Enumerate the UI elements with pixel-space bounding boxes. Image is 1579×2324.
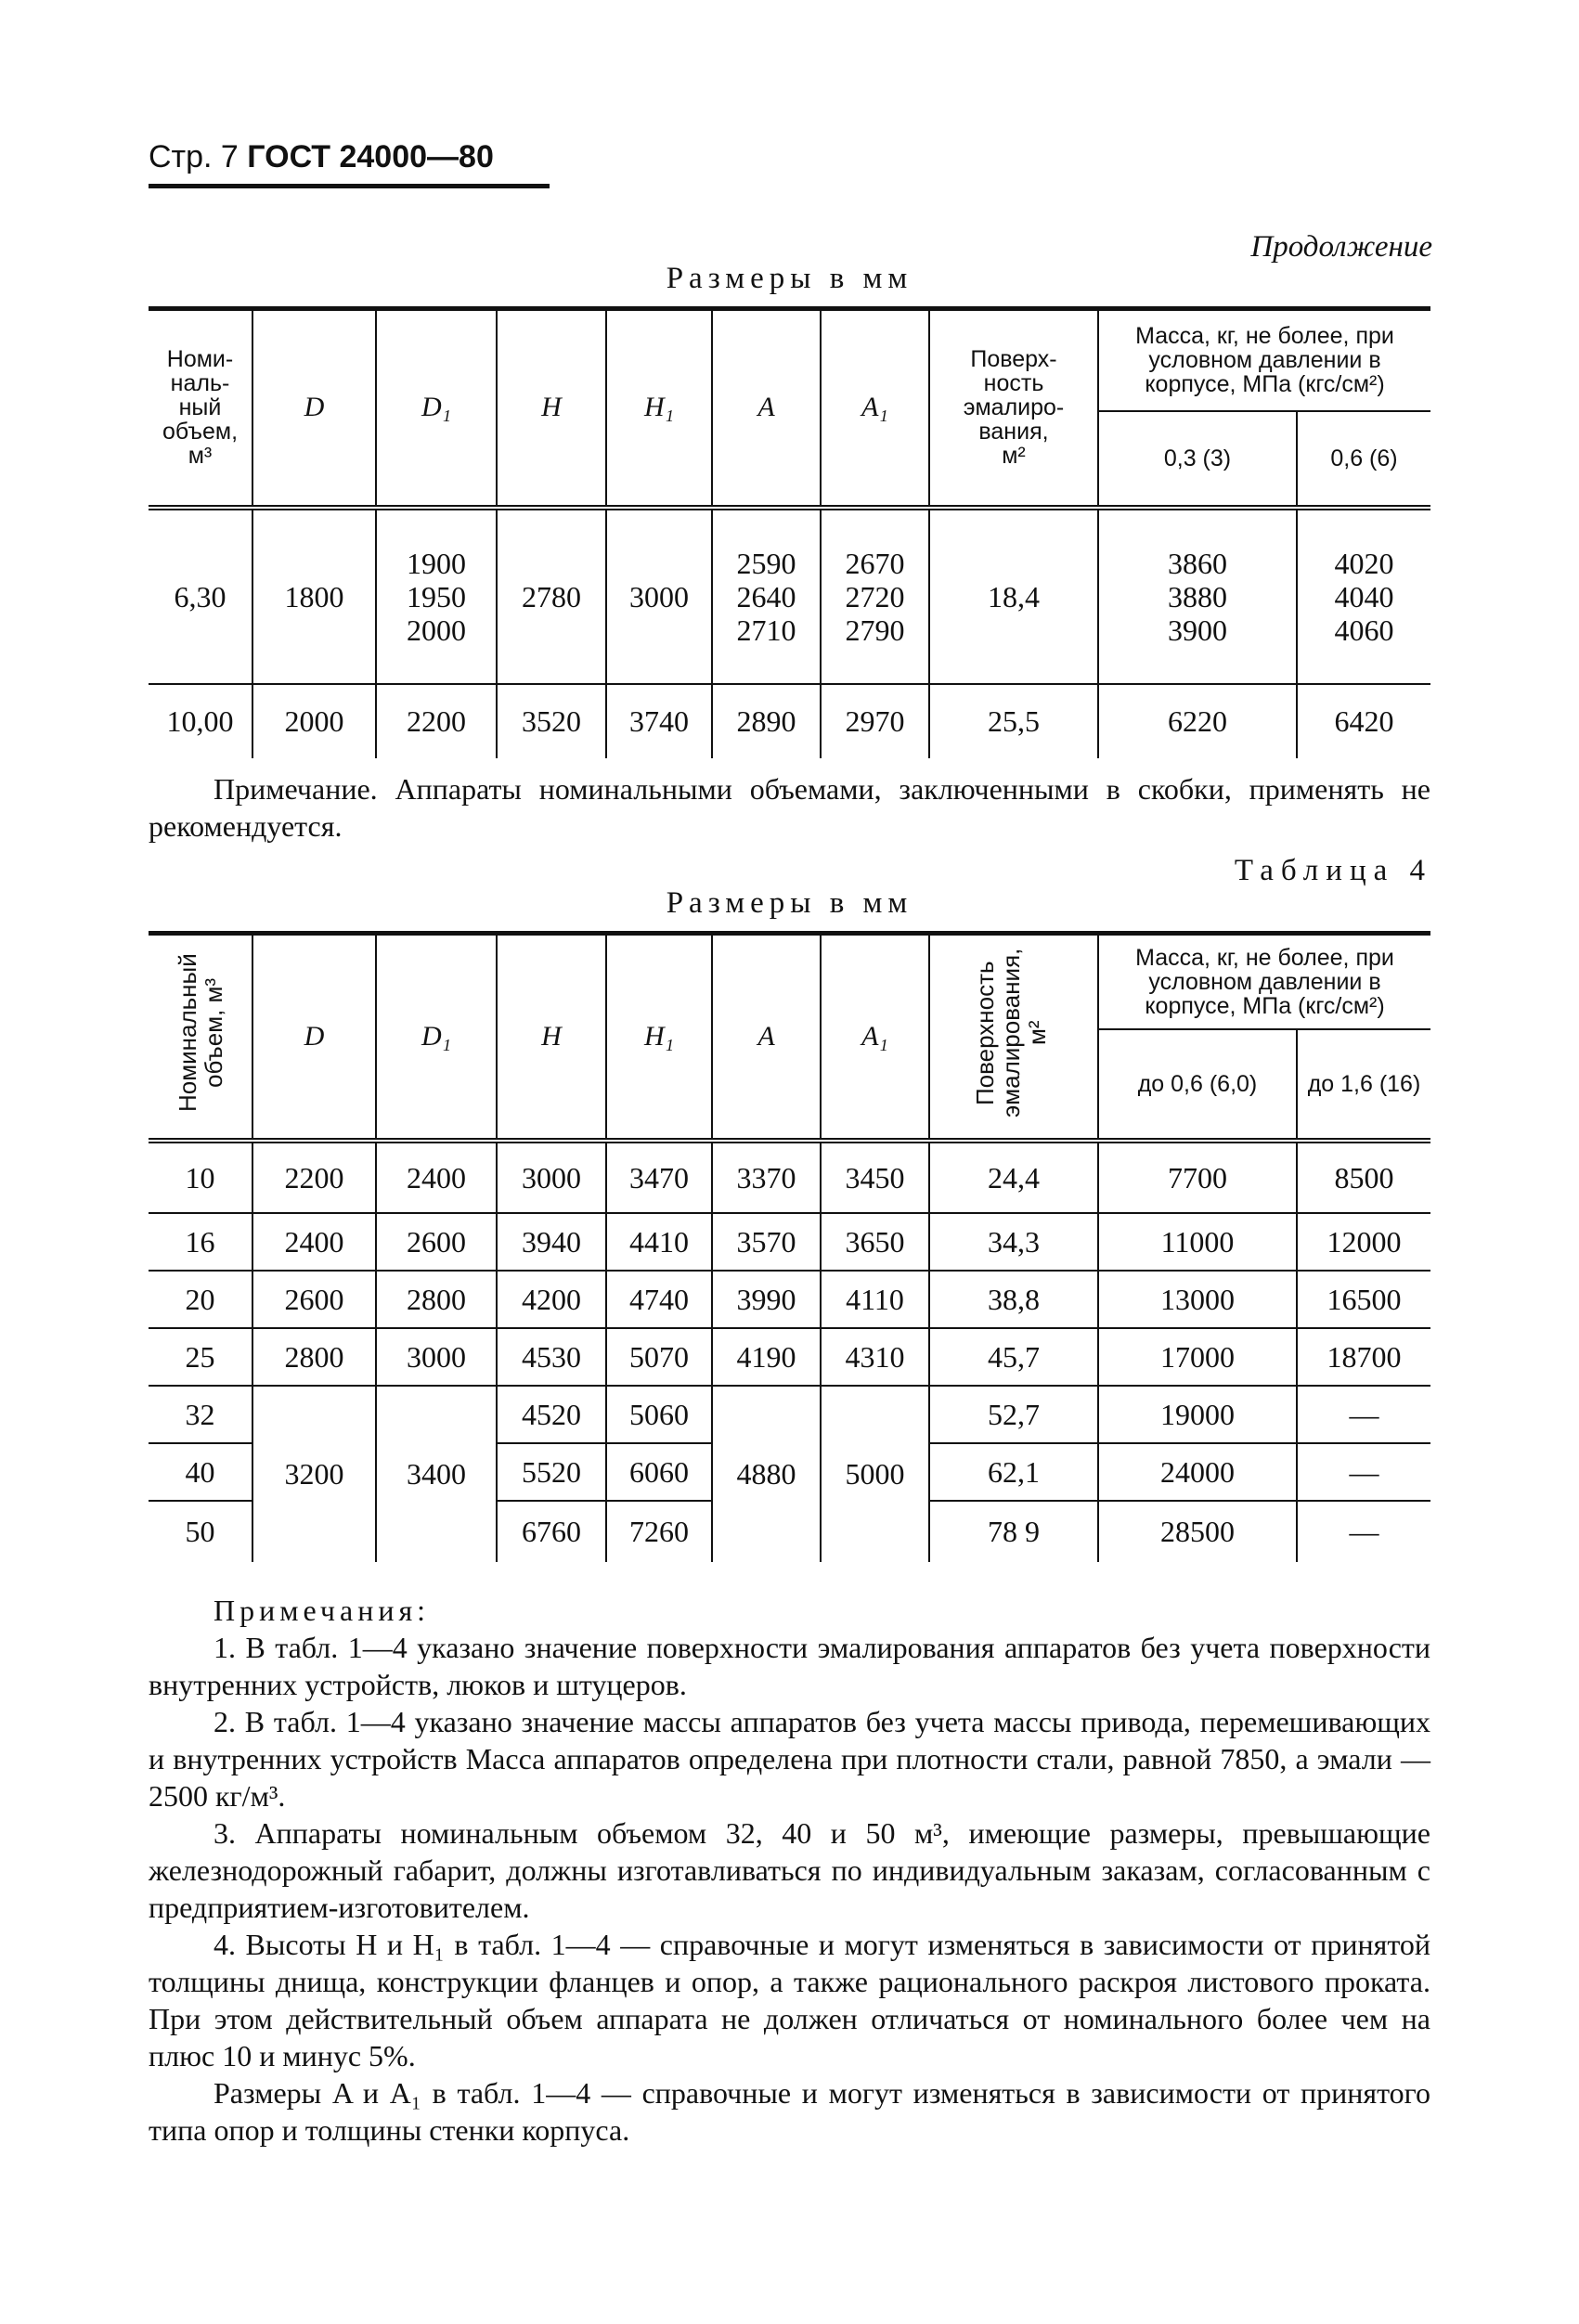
t3-cell-mass-a: 3860 3880 3900 — [1098, 508, 1297, 684]
t4-row-1 — [149, 1141, 1430, 1213]
note-item-1: 1. В табл. 1—4 указано значение поверхности эмалирования аппаратов без учета поверхности внутренних устройств, люков и штуцеров. — [149, 1631, 1430, 1701]
t3-header-D: D — [252, 309, 376, 508]
table-4 — [149, 931, 1430, 1562]
t4-cell-D1: 2400 — [376, 1141, 497, 1213]
units-label-1: Размеры в мм — [666, 262, 913, 295]
t4-cell-A1-merged: 5000 — [821, 1386, 929, 1562]
t4-row-4 — [149, 1328, 1430, 1386]
t4-header-H1: H₁ — [606, 934, 712, 1142]
t4-cell-H1: 4740 — [606, 1271, 712, 1328]
t4-cell-A1: 4110 — [821, 1271, 929, 1328]
t3-cell-D1: 2200 — [376, 684, 497, 758]
t4-cell-nominal: 40 — [149, 1443, 252, 1501]
t4-cell-surface: 62,1 — [929, 1443, 1098, 1501]
t4-cell-mass-a: 28500 — [1098, 1501, 1297, 1562]
t3-cell-D: 1800 — [252, 508, 376, 684]
t3-cell-H: 3520 — [497, 684, 606, 758]
page-header — [149, 139, 494, 175]
t4-cell-surface: 45,7 — [929, 1328, 1098, 1386]
units-label-2: Размеры в мм — [666, 886, 913, 920]
t4-cell-A: 3370 — [712, 1141, 821, 1213]
t4-cell-mass-b: — — [1297, 1443, 1430, 1501]
t4-cell-A1: 3650 — [821, 1213, 929, 1271]
t3-header-D1: D₁ — [376, 309, 497, 508]
continuation-label: Продолжение — [1250, 230, 1432, 264]
t3-header-nominal: Номи- наль- ный объем, м³ — [149, 309, 252, 508]
t4-cell-mass-a: 24000 — [1098, 1443, 1297, 1501]
note-item-5: Размеры A и A₁ в табл. 1—4 — справочные и могут изменяться в зависимости от принятого типа опор и толщины стенки корпуса. — [149, 2076, 1430, 2147]
t3-cell-nominal: 10,00 — [166, 704, 234, 738]
t3-header-H1: H₁ — [606, 309, 712, 508]
t4-cell-mass-b: 12000 — [1297, 1213, 1430, 1271]
t4-cell-A: 4190 — [712, 1328, 821, 1386]
t4-header-mass-b: до 1,6 (16) — [1297, 1029, 1430, 1141]
t4-cell-H: 5520 — [497, 1443, 606, 1501]
t3-cell-D: 2000 — [252, 684, 376, 758]
t3-cell-A: 2890 — [712, 684, 821, 758]
note-item-2: 2. В табл. 1—4 указано значение массы аппаратов без учета массы привода, перемешивающих и внутренних устройств Масса аппаратов определена при плотности стали, равной 7850, а эмали — 2500 кг/м³. — [149, 1705, 1430, 1813]
t3-cell-D1: 1900 1950 2000 — [376, 508, 497, 684]
notes-block — [149, 1592, 1430, 2149]
t3-header-A1: A₁ — [821, 309, 929, 508]
t3-row-1 — [149, 508, 1430, 684]
t4-cell-H1: 7260 — [606, 1501, 712, 1562]
t4-cell-mass-a: 7700 — [1098, 1141, 1297, 1213]
note-text: Примечание. Аппараты номинальными объемами, заключенными в скобки, применять не рекомендуется. — [149, 772, 1430, 843]
t4-header-A1: A₁ — [821, 934, 929, 1142]
standard-number: ГОСТ 24000—80 — [247, 139, 494, 174]
t3-cell-mass-b: 6420 — [1297, 684, 1430, 758]
table-3-note — [149, 770, 1430, 845]
t4-header-nominal-text: Номинальный объем, м³ — [173, 953, 227, 1113]
t3-header-surface: Поверх- ность эмалиро- вания, м² — [929, 309, 1098, 508]
t4-cell-H: 4530 — [497, 1328, 606, 1386]
t4-header-mass: Масса, кг, не более, при условном давлении в корпусе, МПа (кгс/см²) — [1098, 934, 1430, 1030]
t4-cell-nominal: 10 — [149, 1141, 252, 1213]
t3-cell-A1: 2670 2720 2790 — [821, 508, 929, 684]
t3-header-H: H — [497, 309, 606, 508]
t4-cell-D: 2200 — [252, 1141, 376, 1213]
t4-header-surface-text: Поверхность эмалирования, м² — [971, 948, 1051, 1118]
t4-header-nominal — [149, 934, 252, 1142]
t4-cell-mass-a: 11000 — [1098, 1213, 1297, 1271]
notes-title: Примечания: — [214, 1594, 431, 1627]
t4-header-A: A — [712, 934, 821, 1142]
t4-cell-H: 4520 — [497, 1386, 606, 1443]
table-3 — [149, 306, 1430, 758]
t4-cell-A: 3570 — [712, 1213, 821, 1271]
t4-cell-D-merged: 3200 — [252, 1386, 376, 1562]
t4-row-2 — [149, 1213, 1430, 1271]
t4-cell-H: 6760 — [497, 1501, 606, 1562]
t4-cell-surface: 52,7 — [929, 1386, 1098, 1443]
t4-cell-H1: 3470 — [606, 1141, 712, 1213]
t3-header-mass-a: 0,3 (3) — [1098, 411, 1297, 508]
page-label: Стр. 7 — [149, 139, 239, 174]
t4-cell-mass-a: 19000 — [1098, 1386, 1297, 1443]
t4-header-D: D — [252, 934, 376, 1142]
t4-header-D1: D₁ — [376, 934, 497, 1142]
t4-cell-surface: 34,3 — [929, 1213, 1098, 1271]
t4-cell-mass-a: 13000 — [1098, 1271, 1297, 1328]
t4-cell-H: 4200 — [497, 1271, 606, 1328]
t4-cell-surface: 24,4 — [929, 1141, 1098, 1213]
t4-cell-D1: 2600 — [376, 1213, 497, 1271]
t4-cell-mass-a: 17000 — [1098, 1328, 1297, 1386]
t4-cell-H: 3940 — [497, 1213, 606, 1271]
t4-cell-surface: 38,8 — [929, 1271, 1098, 1328]
t4-cell-A-merged: 4880 — [712, 1386, 821, 1562]
t4-cell-mass-b: 18700 — [1297, 1328, 1430, 1386]
t4-cell-D1: 3000 — [376, 1328, 497, 1386]
t4-cell-D: 2800 — [252, 1328, 376, 1386]
t4-row-3 — [149, 1271, 1430, 1328]
t4-cell-D1-merged: 3400 — [376, 1386, 497, 1562]
t4-row-5 — [149, 1386, 1430, 1443]
t3-cell-H: 2780 — [497, 508, 606, 684]
header-rule — [149, 184, 550, 188]
t3-row-2 — [149, 684, 1430, 758]
t3-cell-mass-b: 4020 4040 4060 — [1297, 508, 1430, 684]
t4-cell-A: 3990 — [712, 1271, 821, 1328]
t4-cell-D: 2400 — [252, 1213, 376, 1271]
t4-cell-nominal: 20 — [149, 1271, 252, 1328]
t3-cell-surface: 25,5 — [929, 684, 1098, 758]
t3-cell-mass-a: 6220 — [1098, 684, 1297, 758]
t4-cell-surface: 78 9 — [929, 1501, 1098, 1562]
t3-cell-H1: 3000 — [606, 508, 712, 684]
t4-header-H: H — [497, 934, 606, 1142]
t4-cell-mass-b: — — [1297, 1501, 1430, 1562]
t4-cell-H1: 5070 — [606, 1328, 712, 1386]
t4-cell-H1: 4410 — [606, 1213, 712, 1271]
t4-cell-H: 3000 — [497, 1141, 606, 1213]
t4-cell-D: 2600 — [252, 1271, 376, 1328]
t3-header-mass-b: 0,6 (6) — [1297, 411, 1430, 508]
t3-cell-nominal: 6,30 — [149, 508, 252, 684]
t4-cell-mass-b: 8500 — [1297, 1141, 1430, 1213]
t3-header-mass: Масса, кг, не более, при условном давлении в корпусе, МПа (кгс/см²) — [1098, 309, 1430, 411]
t4-cell-nominal: 50 — [185, 1515, 215, 1548]
t3-header-A: A — [712, 309, 821, 508]
t4-cell-H1: 6060 — [606, 1443, 712, 1501]
t4-cell-A1: 3450 — [821, 1141, 929, 1213]
t4-cell-H1: 5060 — [606, 1386, 712, 1443]
t3-cell-H1: 3740 — [606, 684, 712, 758]
t4-cell-A1: 4310 — [821, 1328, 929, 1386]
t3-cell-A: 2590 2640 2710 — [712, 508, 821, 684]
t4-cell-mass-b: — — [1297, 1386, 1430, 1443]
t4-header-mass-a: до 0,6 (6,0) — [1098, 1029, 1297, 1141]
note-item-3: 3. Аппараты номинальным объемом 32, 40 и 50 м³, имеющие размеры, превышающие железнодорожный габарит, должны изготавливаться по индивидуальным заказам, согласованным с предприятием-изготовителем. — [149, 1816, 1430, 1924]
table-4-caption: Таблица 4 — [1234, 854, 1432, 887]
note-item-4: 4. Высоты H и H₁ в табл. 1—4 — справочные и могут изменяться в зависимости от принятой толщины днища, конструкции фланцев и опор, а также рационального раскроя листового проката. При этом действительный объем аппарата не должен отличаться от номинального более чем на плюс 10 и минус 5%. — [149, 1928, 1430, 2072]
t4-cell-D1: 2800 — [376, 1271, 497, 1328]
t4-cell-nominal: 25 — [149, 1328, 252, 1386]
t4-cell-mass-b: 16500 — [1297, 1271, 1430, 1328]
t4-header-surface — [929, 934, 1098, 1142]
t4-cell-nominal: 16 — [149, 1213, 252, 1271]
t3-cell-A1: 2970 — [821, 684, 929, 758]
t3-cell-surface: 18,4 — [929, 508, 1098, 684]
t4-cell-nominal: 32 — [149, 1386, 252, 1443]
